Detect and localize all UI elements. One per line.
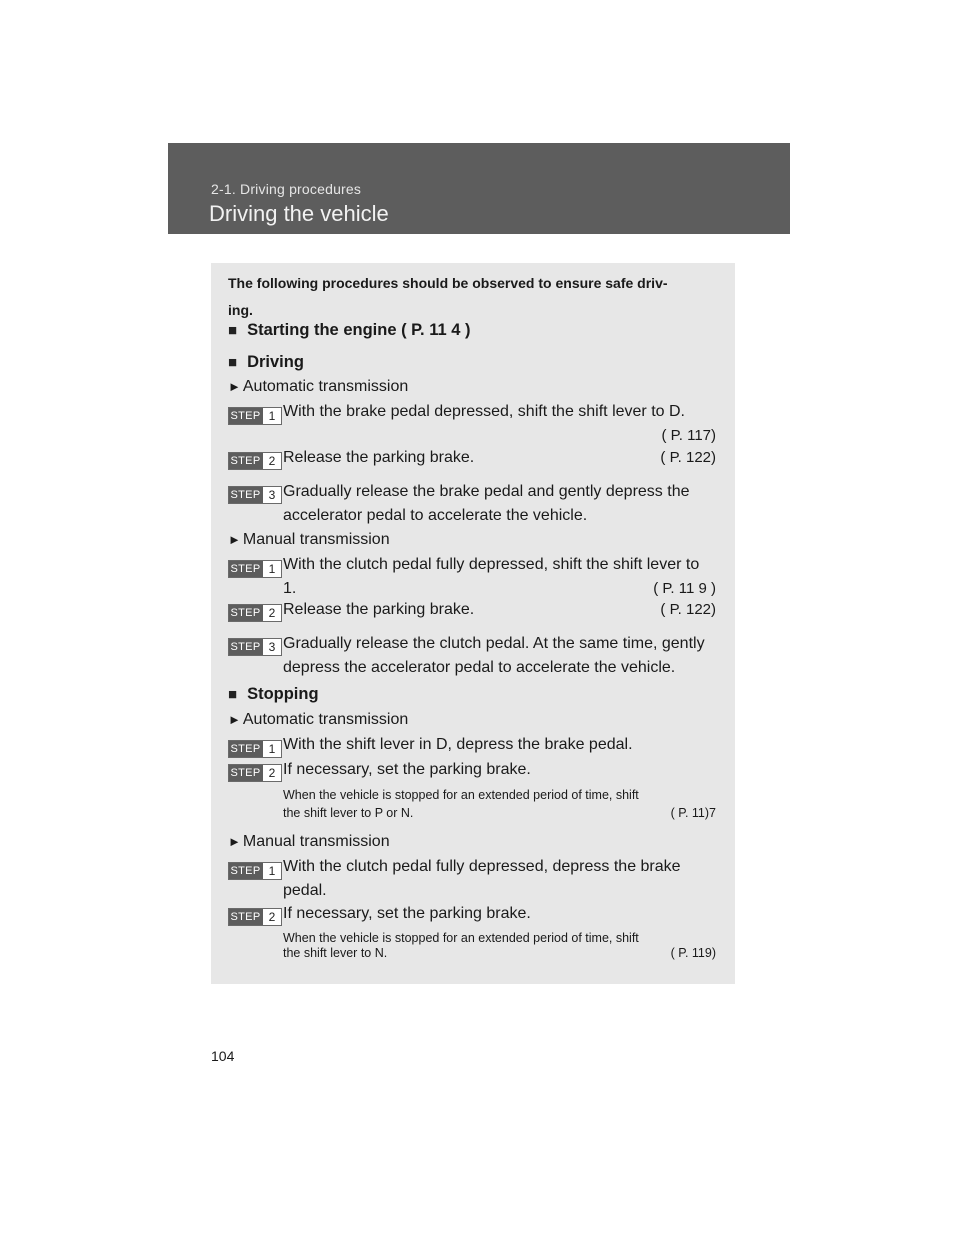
step-badge	[228, 638, 282, 656]
page-reference: ( P. 122)	[660, 601, 716, 618]
step-number: 1	[263, 741, 281, 757]
page-reference: ( P. 11)7	[670, 806, 716, 820]
step-text: 1.	[283, 580, 297, 597]
step-number: 3	[263, 639, 281, 655]
page-header	[168, 143, 790, 234]
step-number: 3	[263, 487, 281, 503]
step-badge	[228, 452, 282, 470]
step-badge	[228, 862, 282, 880]
step-word: STEP	[230, 767, 261, 779]
step-text: accelerator pedal to accelerate the vehicle.	[283, 507, 588, 524]
step-badge	[228, 740, 282, 758]
step-text: With the shift lever in D, depress the brake pedal.	[283, 736, 633, 753]
step-number: 2	[263, 605, 281, 621]
step-word: STEP	[230, 911, 261, 923]
step-badge	[228, 486, 282, 504]
step-badge	[228, 560, 282, 578]
heading-text: Stopping	[247, 685, 319, 703]
step-text: If necessary, set the parking brake.	[283, 761, 531, 778]
step-word: STEP	[230, 563, 261, 575]
step-number: 1	[263, 561, 281, 577]
step-badge	[228, 604, 282, 622]
step-word: STEP	[230, 641, 261, 653]
step-text: Release the parking brake.	[283, 449, 475, 466]
step-note: the shift lever to P or N.	[283, 806, 414, 820]
transmission-label	[228, 711, 408, 729]
step-number: 1	[263, 408, 281, 424]
step-text: Gradually release the brake pedal and gently depress the	[283, 483, 690, 500]
step-text: With the clutch pedal fully depressed, depress the brake	[283, 858, 681, 875]
step-text: If necessary, set the parking brake.	[283, 905, 531, 922]
section-label: 2‑1. Driving procedures	[211, 181, 362, 197]
triangle-bullet-icon: ►	[228, 834, 241, 849]
procedure-box	[211, 263, 735, 984]
page-title: Driving the vehicle	[209, 201, 389, 226]
page-reference: ( P. 11 9 )	[653, 580, 716, 597]
heading-text: Starting the engine ( P. 11 4 )	[247, 321, 471, 339]
step-note: When the vehicle is stopped for an extended period of time, shift	[283, 788, 639, 802]
heading-stopping	[228, 685, 319, 704]
transmission-text: Automatic transmission	[242, 378, 409, 395]
heading-driving	[228, 353, 304, 372]
step-note: When the vehicle is stopped for an extended period of time, shift	[283, 931, 639, 945]
step-word: STEP	[230, 607, 261, 619]
step-word: STEP	[230, 743, 261, 755]
transmission-text: Automatic transmission	[242, 711, 409, 728]
transmission-text: Manual transmission	[242, 531, 390, 548]
page-reference: ( P. 119)	[670, 946, 716, 960]
bullet-square-icon: ■	[228, 354, 238, 371]
step-badge	[228, 908, 282, 926]
heading-text: Driving	[247, 353, 304, 371]
page-reference: ( P. 117)	[661, 427, 716, 444]
triangle-bullet-icon: ►	[228, 379, 241, 394]
step-number: 2	[263, 453, 281, 469]
step-word: STEP	[230, 865, 261, 877]
triangle-bullet-icon: ►	[228, 712, 241, 727]
step-word: STEP	[230, 455, 261, 467]
heading-starting-engine	[228, 321, 470, 340]
step-text: With the brake pedal depressed, shift the shift lever to D.	[283, 403, 685, 420]
step-word: STEP	[230, 410, 261, 422]
triangle-bullet-icon: ►	[228, 532, 241, 547]
page-reference: ( P. 122)	[660, 449, 716, 466]
transmission-label	[228, 531, 390, 549]
step-note: the shift lever to N.	[283, 946, 388, 960]
page-number: 104	[211, 1048, 235, 1064]
transmission-label	[228, 378, 408, 396]
step-number: 2	[263, 909, 281, 925]
step-text: Release the parking brake.	[283, 601, 475, 618]
bullet-square-icon: ■	[228, 686, 238, 703]
step-number: 2	[263, 765, 281, 781]
intro-line: The following procedures should be observed to ensure safe driv‑	[228, 275, 668, 291]
step-text: pedal.	[283, 882, 327, 899]
step-badge	[228, 407, 282, 425]
transmission-text: Manual transmission	[242, 833, 390, 850]
step-text: With the clutch pedal fully depressed, shift the shift lever to	[283, 556, 700, 573]
step-text: depress the accelerator pedal to accelerate the vehicle.	[283, 659, 676, 676]
step-word: STEP	[230, 489, 261, 501]
step-text: Gradually release the clutch pedal. At the same time, gently	[283, 635, 705, 652]
transmission-label	[228, 833, 390, 851]
step-badge	[228, 764, 282, 782]
intro-line: ing.	[228, 302, 253, 318]
step-number: 1	[263, 863, 281, 879]
bullet-square-icon: ■	[228, 322, 238, 339]
